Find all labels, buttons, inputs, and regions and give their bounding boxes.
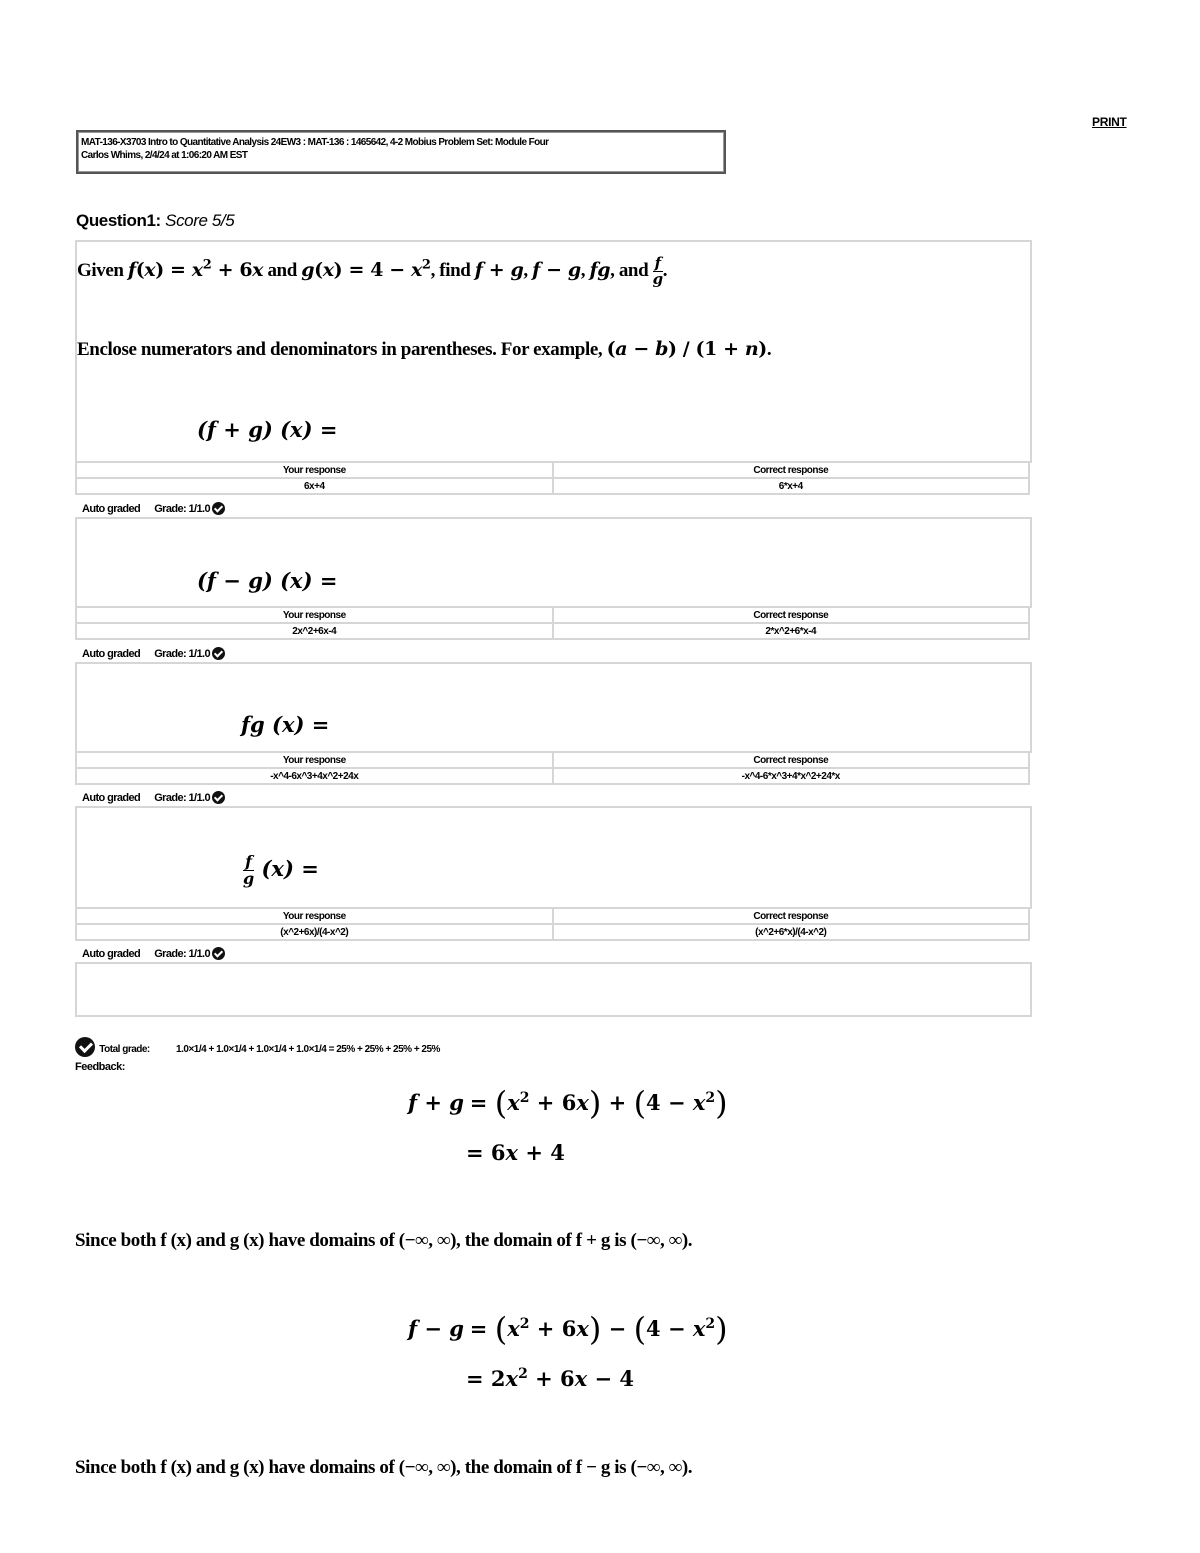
check-icon: [212, 947, 225, 960]
correct-response-header: Correct response: [553, 607, 1030, 623]
check-circle-icon: [75, 1037, 95, 1057]
correct-response-value: 6*x+4: [553, 478, 1030, 494]
print-link[interactable]: PRINT: [1092, 115, 1127, 129]
problem-statement: Given $f(x) = x^2 + 6x$ and $g(x) = 4 - x^2$, find f + g, f − g, fg, and $\frac{f}{g}$ .: [77, 254, 668, 288]
difference-equation: $f - g = (x^2 + 6x) - (4 - x^2)$: [408, 1310, 728, 1348]
course-title: MAT-136-X3703 Intro to Quantitative Analysis 24EW3 : MAT-136 : 1465642, 4-2 Mobius Problem Set: Module Four: [81, 137, 549, 148]
part-2-box: [75, 517, 1032, 608]
part-1-label: (f + g) (x) =: [197, 417, 338, 442]
sum-result: = 6x + 4: [466, 1140, 565, 1165]
total-grade-formula: 1.0×1/4 + 1.0×1/4 + 1.0×1/4 + 1.0×1/4 = 25% + 25% + 25% + 25%: [176, 1044, 440, 1055]
grade-row-1: Auto graded Grade: 1/1.0: [82, 502, 225, 515]
correct-response-header: Correct response: [553, 908, 1030, 924]
your-response-value: 2x^2+6x-4: [76, 623, 553, 639]
part-3-label: fg (x) =: [241, 712, 330, 737]
part-4-box: [75, 806, 1032, 909]
total-grade-row: [75, 1037, 440, 1057]
student-timestamp: Carlos Whims, 2/4/24 at 1:06:20 AM EST: [81, 150, 248, 161]
your-response-value: (x^2+6x)/(4-x^2): [76, 924, 553, 940]
response-table-1: [75, 461, 1030, 495]
question-prompt-box: [75, 240, 1032, 463]
domain-sum-text: Since both f (x) and g (x) have domains of (−∞, ∞), the domain of f + g is (−∞, ∞).: [75, 1230, 693, 1251]
question-title: [76, 211, 234, 231]
response-table-3: [75, 751, 1030, 785]
grade-row-3: Auto graded Grade: 1/1.0: [82, 791, 225, 804]
assignment-header: [76, 130, 726, 174]
correct-response-value: 2*x^2+6*x-4: [553, 623, 1030, 639]
difference-result: = $2x^2 + 6x - 4$: [466, 1366, 635, 1391]
response-table-4: [75, 907, 1030, 941]
part-3-box: [75, 662, 1032, 753]
total-grade-label: Total grade:: [99, 1044, 150, 1055]
correct-response-header: Correct response: [553, 462, 1030, 478]
correct-response-value: -x^4-6*x^3+4*x^2+24*x: [553, 768, 1030, 784]
your-response-header: Your response: [76, 908, 553, 924]
response-table-2: [75, 606, 1030, 640]
correct-response-value: (x^2+6*x)/(4-x^2): [553, 924, 1030, 940]
your-response-header: Your response: [76, 752, 553, 768]
your-response-header: Your response: [76, 607, 553, 623]
correct-response-header: Correct response: [553, 752, 1030, 768]
instruction-text: Enclose numerators and denominators in parentheses. For example, (a − b) / (1 + n).: [77, 338, 772, 360]
question-score: Score 5/5: [165, 211, 235, 230]
feedback-label: Feedback:: [75, 1061, 125, 1073]
empty-answer-box: [75, 962, 1032, 1017]
check-icon: [212, 647, 225, 660]
grade-row-2: Auto graded Grade: 1/1.0: [82, 647, 225, 660]
check-icon: [212, 502, 225, 515]
your-response-value: 6x+4: [76, 478, 553, 494]
part-4-label: $\frac{f}{g}$ (x) =: [243, 852, 319, 888]
question-label: Question1:: [76, 211, 161, 230]
part-2-label: (f − g) (x) =: [197, 568, 338, 593]
your-response-value: -x^4-6x^3+4x^2+24x: [76, 768, 553, 784]
sum-equation: $f + g = (x^2 + 6x) + (4 - x^2)$: [408, 1084, 728, 1122]
check-icon: [212, 791, 225, 804]
domain-difference-text: Since both f (x) and g (x) have domains of (−∞, ∞), the domain of f − g is (−∞, ∞).: [75, 1457, 693, 1478]
grade-row-4: Auto graded Grade: 1/1.0: [82, 947, 225, 960]
your-response-header: Your response: [76, 462, 553, 478]
